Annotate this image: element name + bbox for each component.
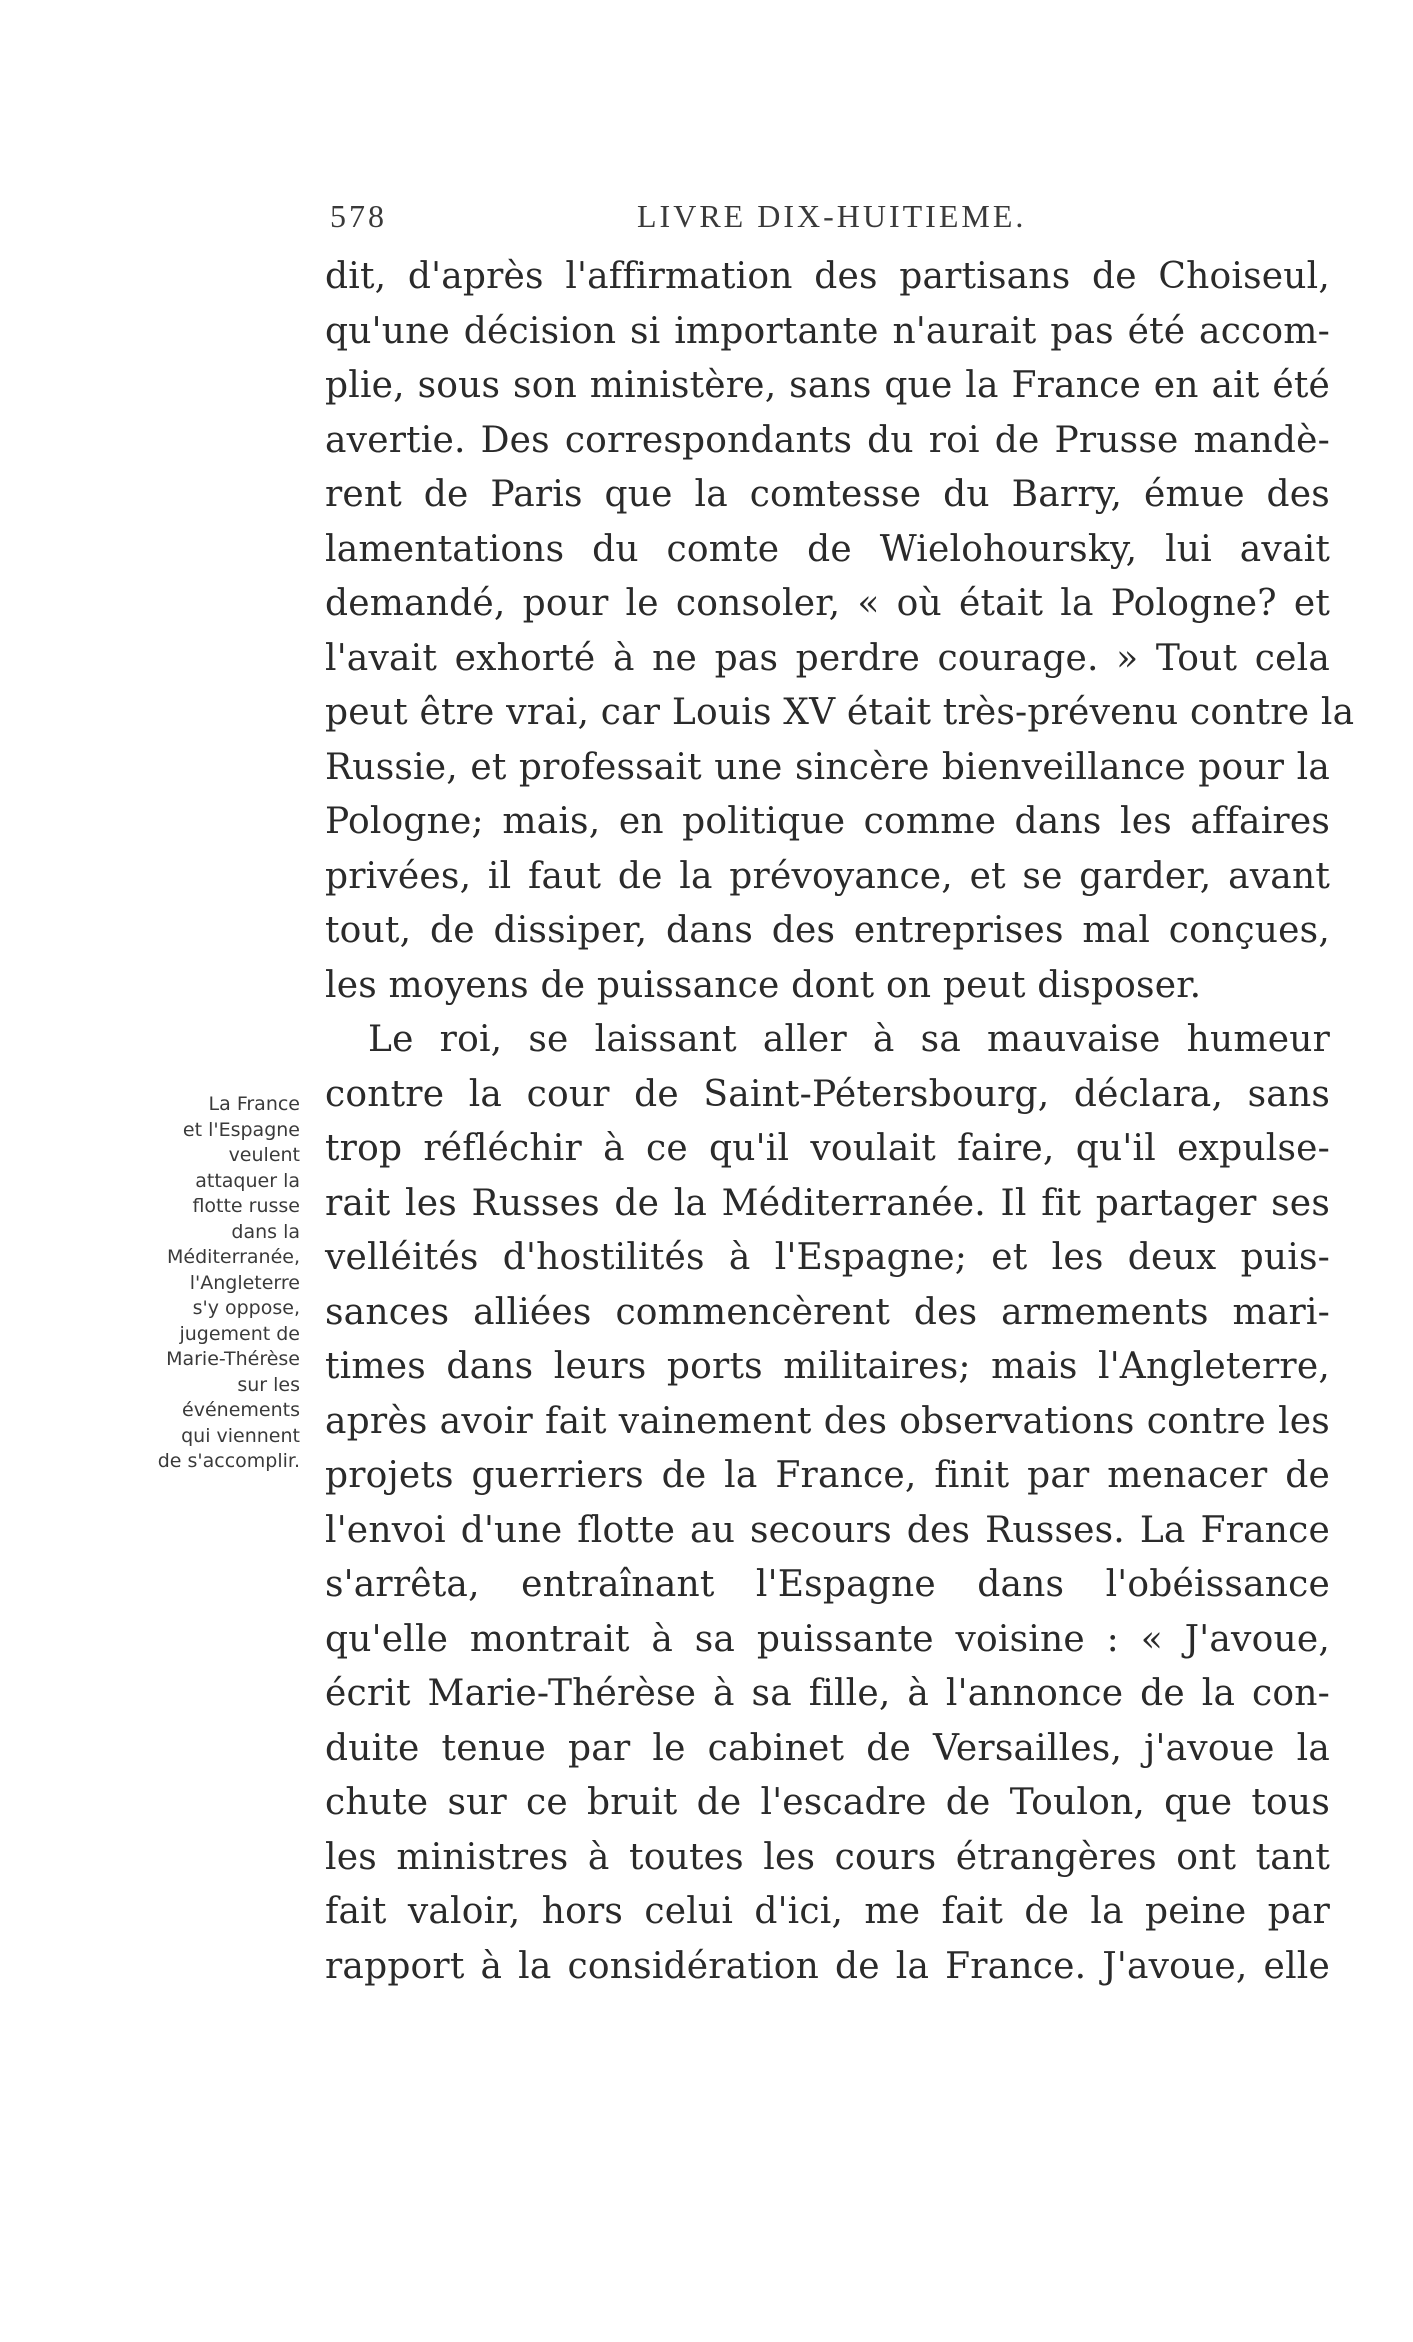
margin-note-line: attaquer la: [195, 1169, 300, 1192]
page-number: 578: [330, 198, 387, 234]
text-line: lamentations du comte de Wielohoursky, lui avait: [325, 528, 1330, 570]
text-line: Le roi, se laissant aller à sa mauvaise humeur: [368, 1019, 1330, 1060]
text-line: times dans leurs ports militaires; mais l'Angleterre,: [325, 1346, 1330, 1387]
text-line: dit, d'après l'affirmation des partisans de Choiseul,: [325, 256, 1330, 297]
text-line: privées, il faut de la prévoyance, et se garder, avant: [325, 855, 1330, 897]
text-line: rent de Paris que la comtesse du Barry, émue des: [325, 474, 1330, 515]
text-line: rapport à la considération de la France. J'avoue, elle: [325, 1945, 1330, 1987]
text-line: trop réfléchir à ce qu'il voulait faire, qu'il expulse-: [325, 1128, 1330, 1169]
text-line: sances alliées commencèrent des armements mari-: [325, 1291, 1330, 1333]
text-line: les ministres à toutes les cours étrangères ont tant: [325, 1836, 1330, 1878]
margin-note: [40, 1092, 300, 1475]
body-text: [325, 250, 1355, 1994]
margin-note-line: qui viennent: [181, 1424, 300, 1447]
margin-note-line: flotte russe: [192, 1195, 300, 1217]
text-line: peut être vrai, car Louis XV était très-prévenu contre la: [325, 692, 1355, 733]
text-line: l'avait exhorté à ne pas perdre courage. » Tout cela: [325, 637, 1330, 679]
text-line: s'arrêta, entraînant l'Espagne dans l'obéissance: [325, 1564, 1330, 1605]
text-line: avertie. Des correspondants du roi de Prusse mandè-: [325, 419, 1330, 461]
margin-note-line: événements: [182, 1399, 300, 1421]
text-line: fait valoir, hors celui d'ici, me fait de la peine par: [325, 1891, 1330, 1932]
text-line: l'envoi d'une flotte au secours des Russes. La France: [325, 1509, 1330, 1551]
text-line: rait les Russes de la Méditerranée. Il fit partager ses: [325, 1182, 1330, 1224]
chapter-title: LIVRE DIX-HUITIEME.: [637, 198, 1027, 234]
margin-note-line: dans la: [231, 1220, 300, 1243]
text-line: tout, de dissiper, dans des entreprises mal conçues,: [325, 910, 1330, 951]
margin-note-line: La France: [208, 1093, 300, 1115]
text-line: les moyens de puissance dont on peut disposer.: [325, 964, 1202, 1006]
text-line: projets guerriers de la France, finit par menacer de: [325, 1455, 1330, 1496]
margin-note-line: et l'Espagne: [182, 1118, 300, 1141]
text-line: plie, sous son ministère, sans que la France en ait été: [325, 365, 1330, 406]
margin-note-line: Méditerranée,: [167, 1246, 300, 1268]
margin-note-line: sur les: [237, 1373, 300, 1396]
margin-note-line: veulent: [228, 1144, 300, 1166]
text-line: duite tenue par le cabinet de Versailles, j'avoue la: [325, 1727, 1330, 1769]
text-line: contre la cour de Saint-Pétersbourg, déclara, sans: [325, 1073, 1330, 1115]
text-line: qu'une décision si importante n'aurait pas été accom-: [325, 310, 1330, 352]
margin-note-line: l'Angleterre: [189, 1271, 300, 1294]
text-line: écrit Marie-Thérèse à sa fille, à l'annonce de la con-: [325, 1673, 1330, 1714]
margin-note-line: de s'accomplir.: [157, 1450, 300, 1472]
text-line: après avoir fait vainement des observations contre les: [325, 1400, 1330, 1442]
text-line: qu'elle montrait à sa puissante voisine : « J'avoue,: [325, 1618, 1330, 1660]
running-head: [330, 198, 1330, 240]
margin-note-line: Marie-Thérèse: [166, 1348, 300, 1370]
text-line: Russie, et professait une sincère bienveillance pour la: [325, 746, 1330, 788]
margin-note-line: jugement de: [179, 1322, 300, 1345]
text-line: Pologne; mais, en politique comme dans les affaires: [325, 801, 1330, 842]
text-line: chute sur ce bruit de l'escadre de Toulon, que tous: [325, 1782, 1330, 1823]
text-line: demandé, pour le consoler, « où était la Pologne? et: [325, 583, 1330, 624]
text-line: velléités d'hostilités à l'Espagne; et les deux puis-: [325, 1237, 1330, 1278]
margin-note-line: s'y oppose,: [192, 1297, 300, 1319]
